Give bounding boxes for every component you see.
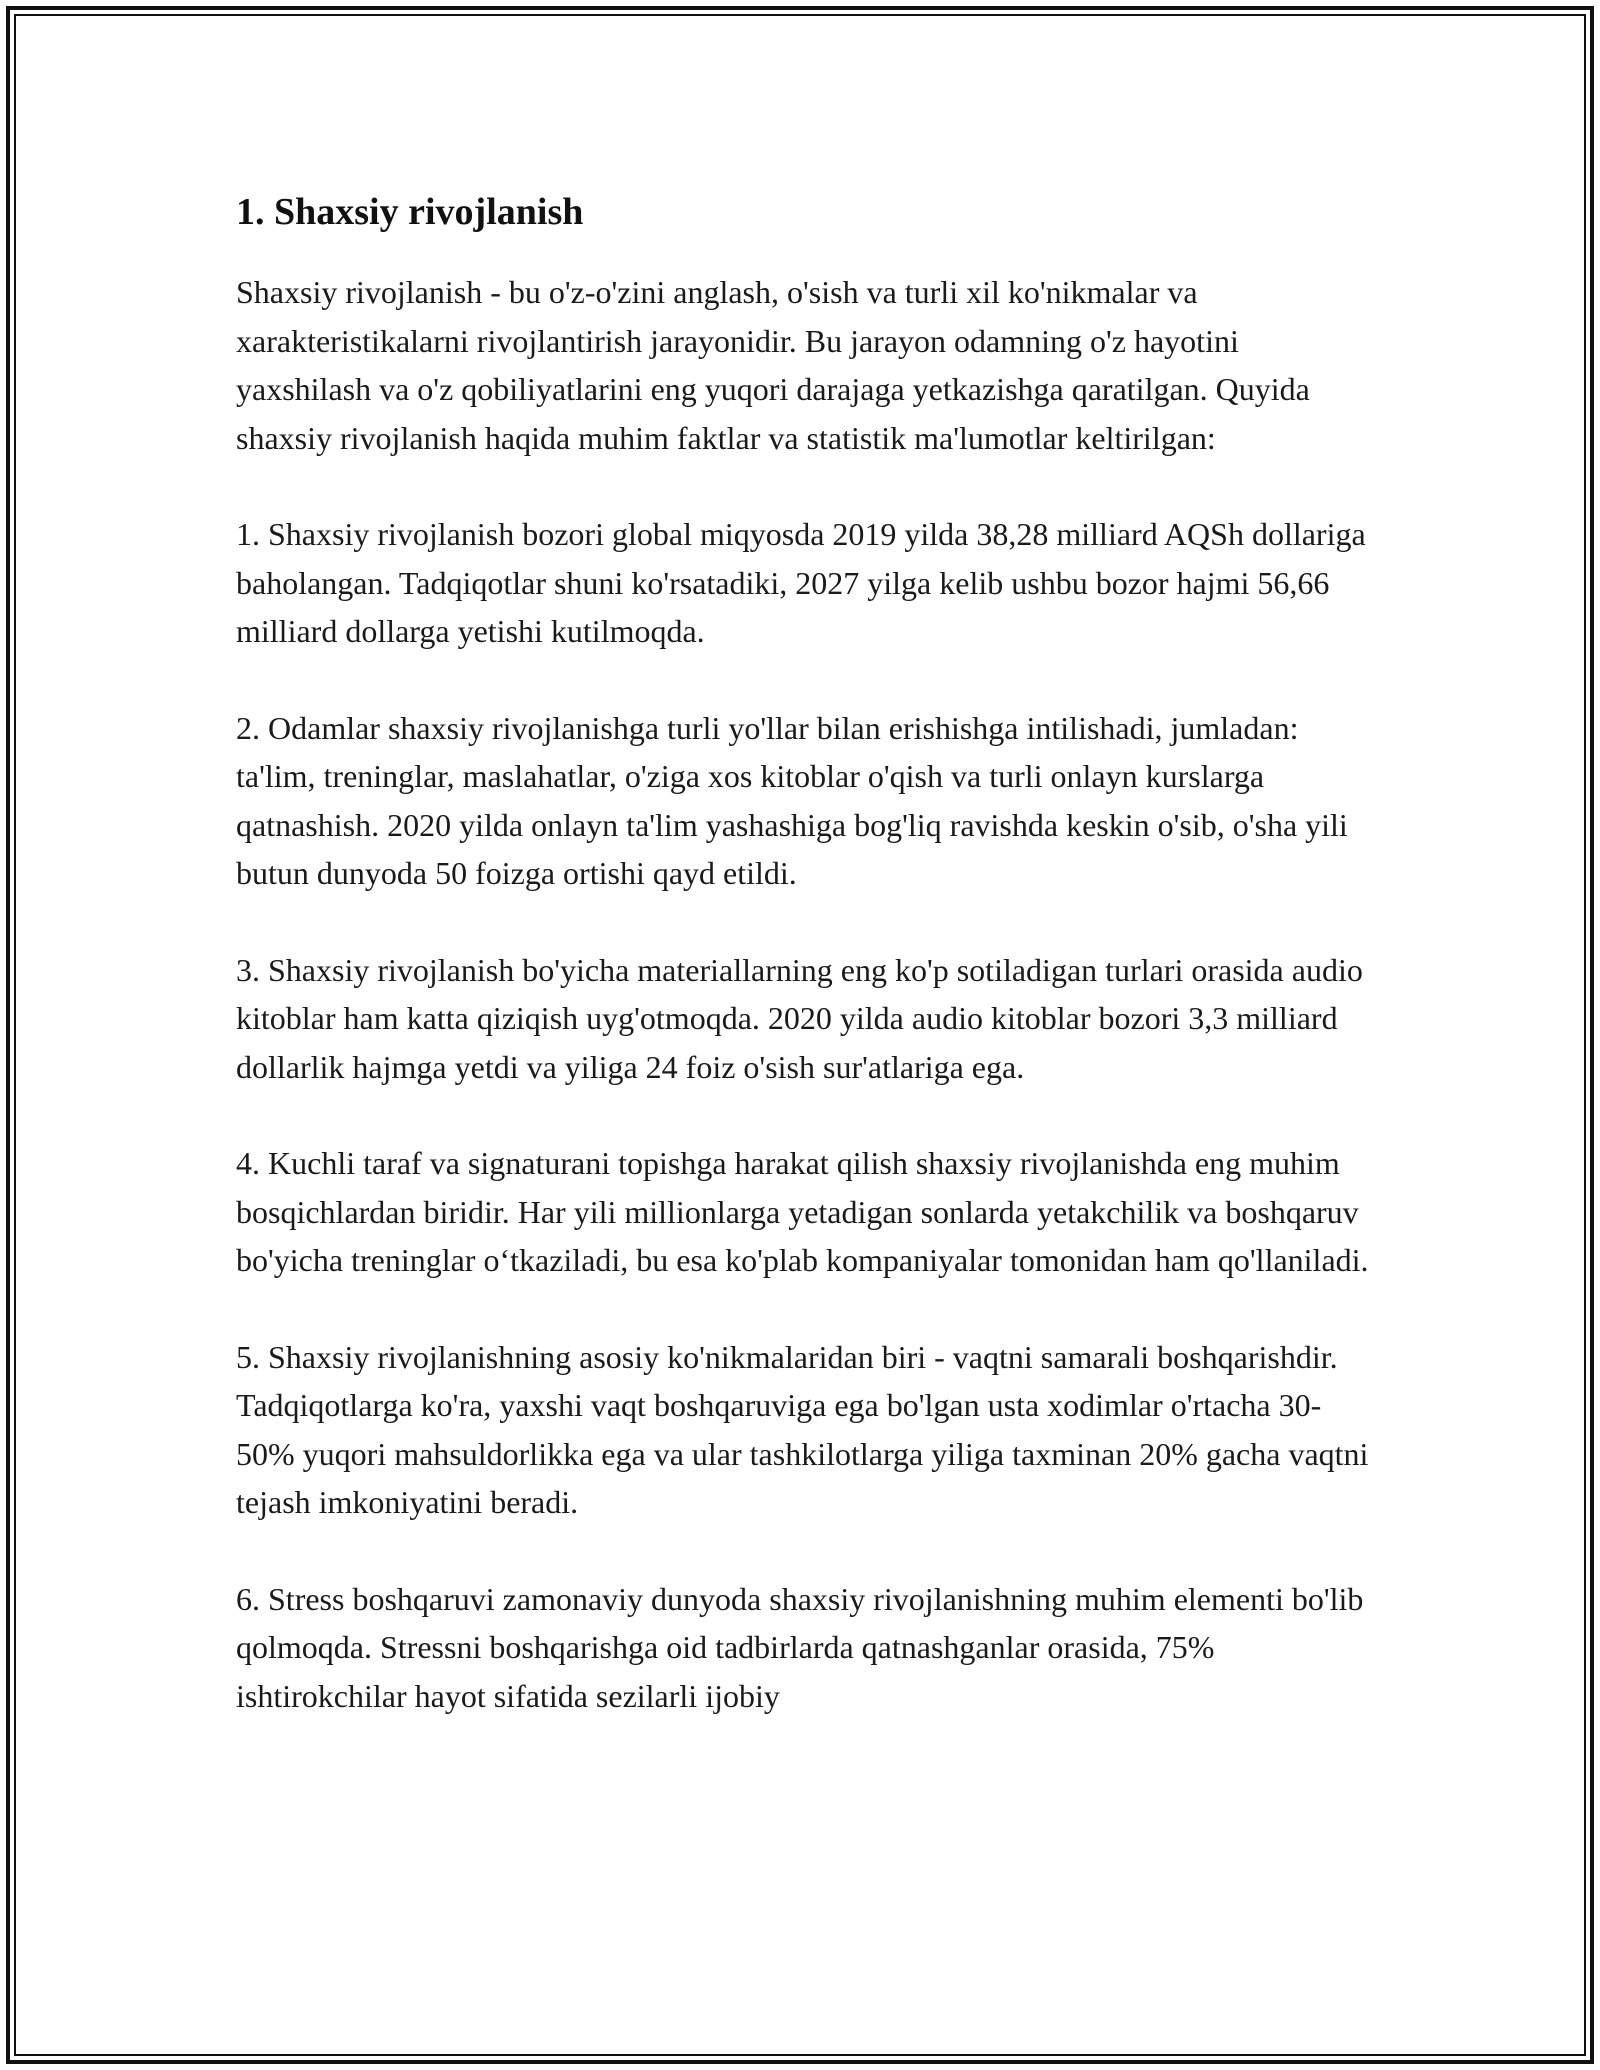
section-heading: 1. Shaxsiy rivojlanish bbox=[236, 191, 584, 233]
fact-paragraph-4: 4. Kuchli taraf va signaturani topishga harakat qilish shaxsiy rivojlanishda eng muhim bosqichlardan biridir. Har yili millionlarga yetadigan sonlarda yetakchilik va boshqaruv bo'yicha treninglar o‘tkaziladi, bu esa ko'plab kompaniyalar tomonidan ham qo'llaniladi. bbox=[236, 1145, 1369, 1278]
fact-paragraph-6: 6. Stress boshqaruvi zamonaviy dunyoda shaxsiy rivojlanishning muhim elementi bo'lib qolmoqda. Stressni boshqarishga oid tadbirlarda qatnashganlar orasida, 75% ishtirokchilar hayot sifatida sezilarli ijobiy bbox=[236, 1580, 1364, 1714]
fact-paragraph-3: 3. Shaxsiy rivojlanish bo'yicha materiallarning eng ko'p sotiladigan turlari orasida audio kitoblar ham katta qiziqish uyg'otmoqda. 2020 yilda audio kitoblar bozori 3,3 milliard dollarlik hajmga yetdi va yiliga 24 foiz o'sish sur'atlariga ega. bbox=[236, 951, 1363, 1085]
fact-paragraph-5: 5. Shaxsiy rivojlanishning asosiy ko'nikmalaridan biri - vaqtni samarali boshqarishdir. Tadqiqotlarga ko'ra, yaxshi vaqt boshqaruviga ega bo'lgan usta xodimlar o'rtacha 30-50% yuqori mahsuldorlikka ega va ular tashkilotlarga yiliga taxminan 20% gacha vaqtni tejash imkoniyatini beradi. bbox=[236, 1338, 1369, 1520]
document-body bbox=[236, 186, 1376, 1720]
fact-paragraph-2: 2. Odamlar shaxsiy rivojlanishga turli yo'llar bilan erishishga intilishadi, jumladan: ta'lim, treninglar, maslahatlar, o'ziga xos kitoblar o'qish va turli onlayn kurslarga qatnashish. 2020 yilda onlayn ta'lim yashashiga bog'liq ravishda keskin o'sib, o'sha yili butun dunyoda 50 foizga ortishi qayd etildi. bbox=[236, 709, 1348, 891]
intro-paragraph: Shaxsiy rivojlanish - bu o'z-o'zini anglash, o'sish va turli xil ko'nikmalar va xarakteristikalarni rivojlantirish jarayonidir. Bu jarayon odamning o'z hayotini yaxshilash va o'z qobiliyatlarini eng yuqori darajaga yetkazishga qaratilgan. Quyida shaxsiy rivojlanish haqida muhim faktlar va statistik ma'lumotlar keltirilgan: bbox=[236, 274, 1310, 456]
fact-paragraph-1: 1. Shaxsiy rivojlanish bozori global miqyosda 2019 yilda 38,28 milliard AQSh dollariga baholangan. Tadqiqotlar shuni ko'rsatadiki, 2027 yilga kelib ushbu bozor hajmi 56,66 milliard dollarga yetishi kutilmoqda. bbox=[236, 516, 1366, 649]
